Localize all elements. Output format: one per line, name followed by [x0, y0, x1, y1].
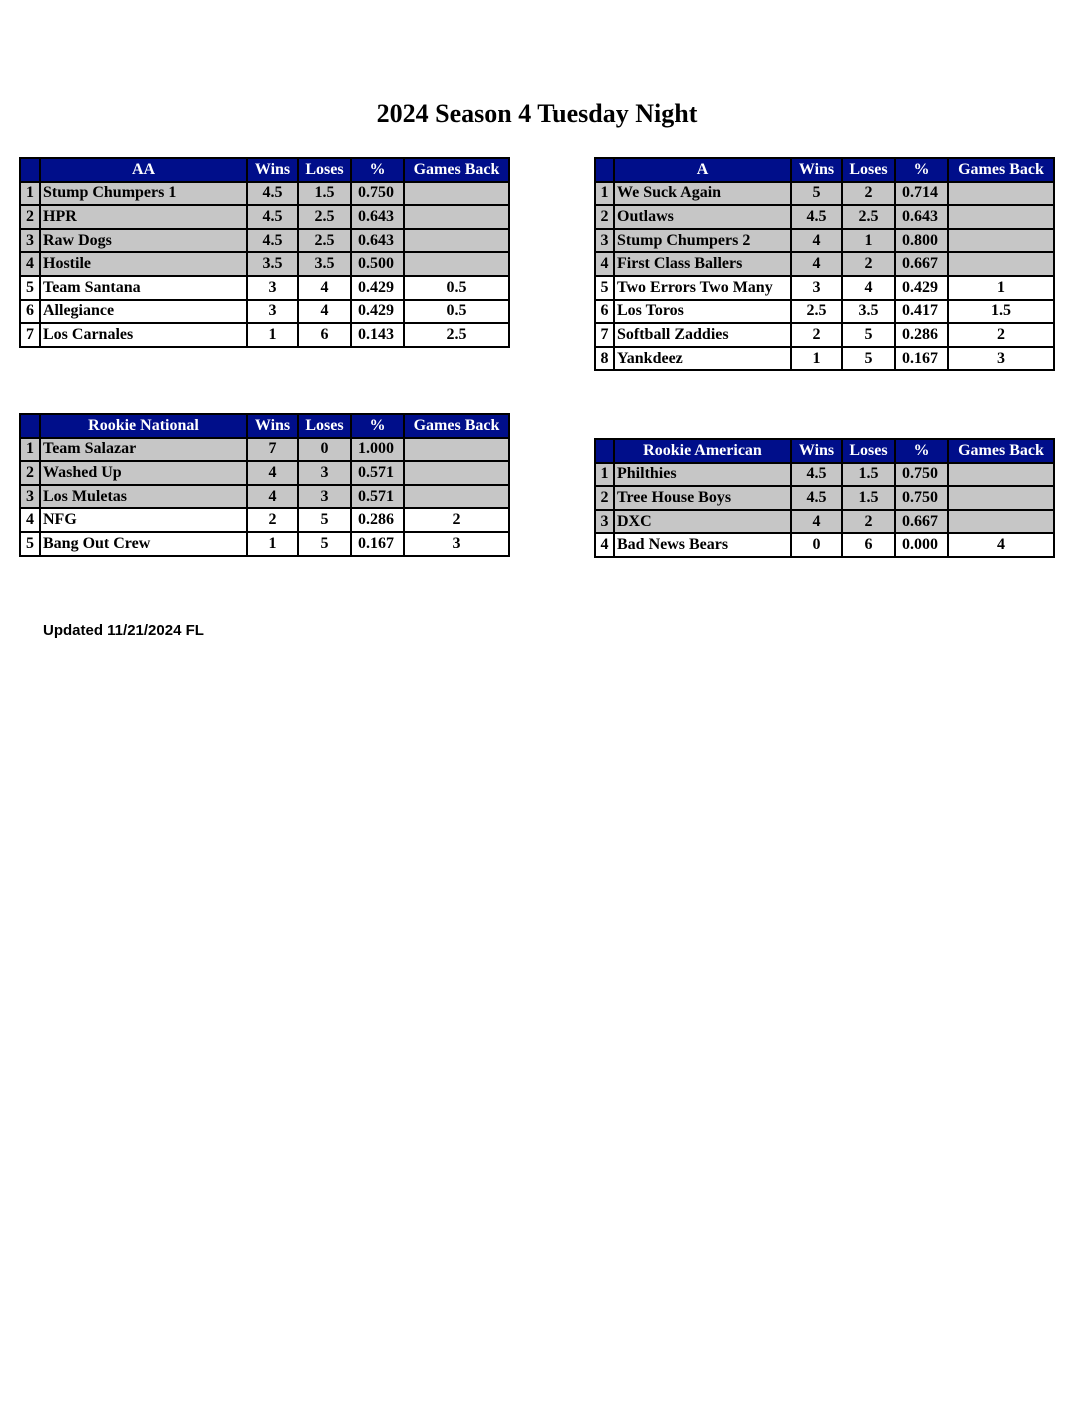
- aa-standings-table: [19, 157, 510, 348]
- loses-header: Loses: [298, 414, 351, 438]
- rank-cell: 4: [20, 252, 40, 276]
- wins-header: Wins: [247, 158, 298, 182]
- pct-cell: 0.167: [351, 532, 404, 556]
- team-cell: Los Carnales: [40, 323, 247, 347]
- loses-cell: 5: [298, 532, 351, 556]
- table-row: [20, 461, 509, 485]
- table-row: [595, 347, 1054, 371]
- pct-cell: 0.667: [895, 510, 948, 534]
- rank-cell: 3: [20, 485, 40, 509]
- table-header-row: [595, 439, 1054, 463]
- gb-cell: 4: [948, 533, 1054, 557]
- table-row: [20, 252, 509, 276]
- pct-cell: 0.750: [351, 182, 404, 206]
- wins-cell: 4.5: [247, 229, 298, 253]
- loses-cell: 2.5: [298, 205, 351, 229]
- gb-cell: 2.5: [404, 323, 509, 347]
- team-cell: Stump Chumpers 1: [40, 182, 247, 206]
- team-cell: Bang Out Crew: [40, 532, 247, 556]
- gb-cell: 3: [948, 347, 1054, 371]
- division-name: AA: [40, 158, 247, 182]
- gb-cell: [404, 182, 509, 206]
- pct-cell: 0.167: [895, 347, 948, 371]
- rank-cell: 8: [595, 347, 614, 371]
- wins-cell: 4: [247, 461, 298, 485]
- wins-cell: 4.5: [791, 463, 842, 487]
- pct-cell: 0.750: [895, 463, 948, 487]
- gb-cell: [948, 510, 1054, 534]
- gb-cell: 3: [404, 532, 509, 556]
- rookie-american-standings-table: [594, 438, 1055, 558]
- pct-cell: 0.571: [351, 485, 404, 509]
- division-name: Rookie National: [40, 414, 247, 438]
- gb-cell: [404, 461, 509, 485]
- table-row: [595, 323, 1054, 347]
- gb-cell: 1: [948, 276, 1054, 300]
- rank-cell: 4: [595, 252, 614, 276]
- loses-cell: 6: [842, 533, 895, 557]
- gb-cell: [948, 463, 1054, 487]
- wins-cell: 5: [791, 182, 842, 206]
- pct-cell: 0.429: [895, 276, 948, 300]
- table-header-row: [20, 158, 509, 182]
- rank-header: [20, 158, 40, 182]
- table-row: [595, 300, 1054, 324]
- gb-cell: [404, 485, 509, 509]
- wins-cell: 3.5: [247, 252, 298, 276]
- loses-cell: 1.5: [842, 486, 895, 510]
- pct-cell: 0.643: [351, 205, 404, 229]
- table-row: [595, 486, 1054, 510]
- gb-cell: [948, 229, 1054, 253]
- table-row: [20, 532, 509, 556]
- gb-header: Games Back: [948, 158, 1054, 182]
- gb-cell: [948, 486, 1054, 510]
- rank-cell: 4: [595, 533, 614, 557]
- pct-header: %: [895, 158, 948, 182]
- wins-cell: 3: [247, 276, 298, 300]
- division-name: A: [614, 158, 791, 182]
- loses-cell: 2.5: [298, 229, 351, 253]
- gb-cell: [404, 438, 509, 462]
- rank-cell: 5: [595, 276, 614, 300]
- table-row: [595, 463, 1054, 487]
- wins-cell: 1: [247, 532, 298, 556]
- gb-cell: 1.5: [948, 300, 1054, 324]
- rank-cell: 3: [20, 229, 40, 253]
- wins-cell: 2: [247, 508, 298, 532]
- loses-cell: 6: [298, 323, 351, 347]
- pct-cell: 0.750: [895, 486, 948, 510]
- table-row: [20, 323, 509, 347]
- pct-cell: 0.429: [351, 300, 404, 324]
- wins-cell: 4.5: [791, 486, 842, 510]
- loses-header: Loses: [842, 158, 895, 182]
- wins-cell: 4.5: [247, 182, 298, 206]
- updated-note: Updated 11/21/2024 FL: [43, 622, 204, 639]
- team-cell: We Suck Again: [614, 182, 791, 206]
- gb-header: Games Back: [948, 439, 1054, 463]
- team-cell: Team Santana: [40, 276, 247, 300]
- rank-cell: 6: [595, 300, 614, 324]
- loses-header: Loses: [842, 439, 895, 463]
- rank-cell: 3: [595, 510, 614, 534]
- loses-cell: 4: [842, 276, 895, 300]
- rank-cell: 7: [595, 323, 614, 347]
- table-header-row: [595, 158, 1054, 182]
- loses-cell: 3: [298, 461, 351, 485]
- team-cell: Los Toros: [614, 300, 791, 324]
- team-cell: Raw Dogs: [40, 229, 247, 253]
- pct-header: %: [351, 158, 404, 182]
- rank-cell: 4: [20, 508, 40, 532]
- rank-cell: 5: [20, 532, 40, 556]
- table-row: [595, 533, 1054, 557]
- wins-cell: 4.5: [791, 205, 842, 229]
- loses-cell: 1: [842, 229, 895, 253]
- division-name: Rookie American: [614, 439, 791, 463]
- loses-cell: 3: [298, 485, 351, 509]
- table-row: [20, 276, 509, 300]
- wins-cell: 7: [247, 438, 298, 462]
- pct-cell: 0.286: [351, 508, 404, 532]
- pct-cell: 0.000: [895, 533, 948, 557]
- rank-cell: 7: [20, 323, 40, 347]
- pct-cell: 0.643: [351, 229, 404, 253]
- gb-cell: [948, 182, 1054, 206]
- team-cell: Philthies: [614, 463, 791, 487]
- wins-cell: 1: [247, 323, 298, 347]
- team-cell: DXC: [614, 510, 791, 534]
- pct-cell: 0.643: [895, 205, 948, 229]
- rank-header: [595, 158, 614, 182]
- pct-header: %: [895, 439, 948, 463]
- table-row: [20, 300, 509, 324]
- pct-cell: 0.286: [895, 323, 948, 347]
- table-row: [20, 205, 509, 229]
- rank-cell: 5: [20, 276, 40, 300]
- rank-cell: 1: [595, 182, 614, 206]
- pct-cell: 0.429: [351, 276, 404, 300]
- table-row: [595, 510, 1054, 534]
- loses-cell: 5: [842, 347, 895, 371]
- team-cell: HPR: [40, 205, 247, 229]
- table-row: [595, 205, 1054, 229]
- team-cell: Hostile: [40, 252, 247, 276]
- loses-cell: 2: [842, 510, 895, 534]
- team-cell: First Class Ballers: [614, 252, 791, 276]
- table-row: [595, 182, 1054, 206]
- gb-cell: [404, 229, 509, 253]
- gb-cell: [404, 205, 509, 229]
- loses-cell: 2: [842, 252, 895, 276]
- team-cell: Allegiance: [40, 300, 247, 324]
- wins-cell: 4: [247, 485, 298, 509]
- pct-cell: 0.417: [895, 300, 948, 324]
- wins-cell: 4: [791, 252, 842, 276]
- wins-cell: 3: [791, 276, 842, 300]
- gb-header: Games Back: [404, 158, 509, 182]
- team-cell: Stump Chumpers 2: [614, 229, 791, 253]
- rank-cell: 2: [20, 461, 40, 485]
- pct-cell: 0.667: [895, 252, 948, 276]
- loses-cell: 3.5: [298, 252, 351, 276]
- page-title: 2024 Season 4 Tuesday Night: [376, 99, 698, 128]
- rank-cell: 2: [595, 205, 614, 229]
- table-row: [20, 229, 509, 253]
- loses-cell: 1.5: [842, 463, 895, 487]
- gb-cell: [948, 205, 1054, 229]
- loses-cell: 2.5: [842, 205, 895, 229]
- wins-cell: 4: [791, 229, 842, 253]
- table-row: [20, 485, 509, 509]
- wins-cell: 2.5: [791, 300, 842, 324]
- pct-cell: 0.500: [351, 252, 404, 276]
- team-cell: Tree House Boys: [614, 486, 791, 510]
- wins-header: Wins: [791, 439, 842, 463]
- table-row: [595, 276, 1054, 300]
- table-header-row: [20, 414, 509, 438]
- team-cell: Bad News Bears: [614, 533, 791, 557]
- pct-cell: 0.800: [895, 229, 948, 253]
- team-cell: Two Errors Two Many: [614, 276, 791, 300]
- team-cell: Team Salazar: [40, 438, 247, 462]
- rank-cell: 1: [20, 438, 40, 462]
- table-row: [595, 229, 1054, 253]
- gb-cell: 0.5: [404, 300, 509, 324]
- loses-cell: 5: [842, 323, 895, 347]
- wins-cell: 3: [247, 300, 298, 324]
- rank-cell: 1: [595, 463, 614, 487]
- pct-cell: 0.571: [351, 461, 404, 485]
- pct-cell: 0.714: [895, 182, 948, 206]
- loses-cell: 2: [842, 182, 895, 206]
- wins-cell: 1: [791, 347, 842, 371]
- gb-header: Games Back: [404, 414, 509, 438]
- rookie-national-standings-table: [19, 413, 510, 557]
- wins-cell: 4: [791, 510, 842, 534]
- wins-cell: 4.5: [247, 205, 298, 229]
- table-row: [20, 508, 509, 532]
- a-standings-table: [594, 157, 1055, 371]
- team-cell: Los Muletas: [40, 485, 247, 509]
- loses-cell: 1.5: [298, 182, 351, 206]
- pct-header: %: [351, 414, 404, 438]
- loses-cell: 0: [298, 438, 351, 462]
- rank-cell: 2: [595, 486, 614, 510]
- team-cell: Yankdeez: [614, 347, 791, 371]
- loses-cell: 5: [298, 508, 351, 532]
- rank-cell: 6: [20, 300, 40, 324]
- loses-cell: 3.5: [842, 300, 895, 324]
- wins-header: Wins: [791, 158, 842, 182]
- loses-header: Loses: [298, 158, 351, 182]
- wins-header: Wins: [247, 414, 298, 438]
- gb-cell: 0.5: [404, 276, 509, 300]
- loses-cell: 4: [298, 300, 351, 324]
- wins-cell: 2: [791, 323, 842, 347]
- gb-cell: 2: [948, 323, 1054, 347]
- team-cell: Outlaws: [614, 205, 791, 229]
- team-cell: Softball Zaddies: [614, 323, 791, 347]
- table-row: [20, 438, 509, 462]
- rank-header: [595, 439, 614, 463]
- table-row: [20, 182, 509, 206]
- pct-cell: 0.143: [351, 323, 404, 347]
- team-cell: NFG: [40, 508, 247, 532]
- gb-cell: 2: [404, 508, 509, 532]
- table-row: [595, 252, 1054, 276]
- gb-cell: [948, 252, 1054, 276]
- rank-cell: 1: [20, 182, 40, 206]
- wins-cell: 0: [791, 533, 842, 557]
- rank-cell: 2: [20, 205, 40, 229]
- gb-cell: [404, 252, 509, 276]
- rank-cell: 3: [595, 229, 614, 253]
- team-cell: Washed Up: [40, 461, 247, 485]
- pct-cell: 1.000: [351, 438, 404, 462]
- rank-header: [20, 414, 40, 438]
- loses-cell: 4: [298, 276, 351, 300]
